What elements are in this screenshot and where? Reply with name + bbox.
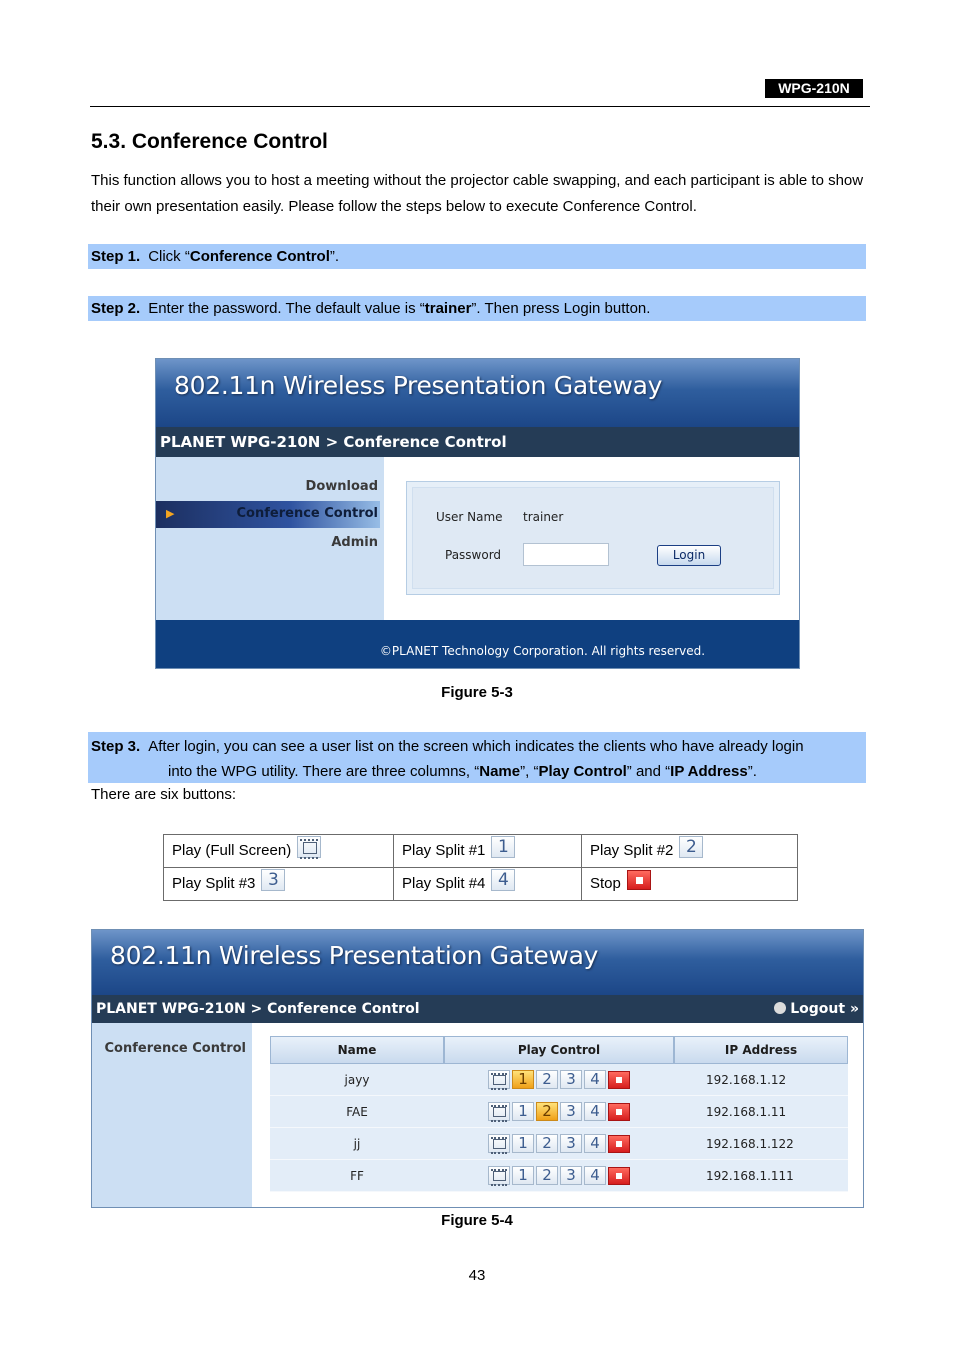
- split-2-icon[interactable]: 2: [536, 1070, 558, 1089]
- button-cell-split-1: [394, 835, 582, 868]
- stop-icon[interactable]: [608, 1103, 630, 1121]
- button-cell-split-4: [394, 868, 582, 901]
- login-panel: [384, 457, 799, 622]
- split-4-icon[interactable]: 4: [584, 1134, 606, 1153]
- step-3-text-d: ”.: [747, 763, 757, 780]
- arrow-right-icon: ▶: [166, 508, 175, 520]
- user-name-cell: jj: [270, 1128, 444, 1160]
- step-2-label: Step 2.: [91, 300, 141, 317]
- play-control-cell: [444, 1128, 674, 1160]
- fullscreen-icon: [297, 836, 321, 858]
- step-3-bold-play-control: Play Control: [538, 763, 627, 780]
- stop-icon[interactable]: [608, 1135, 630, 1153]
- split-3-icon: 3: [261, 869, 285, 891]
- model-tag: WPG-210N: [765, 79, 863, 98]
- user-list-panel: [252, 1023, 863, 1207]
- play-control-cell: [444, 1160, 674, 1192]
- copyright-text: ©PLANET Technology Corporation. All rights reserved.: [379, 644, 706, 658]
- step-2-text-bold: trainer: [424, 300, 472, 317]
- username-label: User Name: [436, 510, 503, 524]
- user-list-body: [270, 1064, 848, 1192]
- fullscreen-icon[interactable]: [488, 1134, 510, 1153]
- breadcrumb: PLANET WPG-210N > Conference Control: [156, 427, 799, 457]
- sidebar-item-admin[interactable]: Admin: [331, 535, 378, 550]
- column-header-ip-address: IP Address: [674, 1036, 848, 1064]
- logout-icon: [774, 1002, 786, 1014]
- stop-icon[interactable]: [608, 1167, 630, 1185]
- sidebar-item-conference-control[interactable]: [156, 501, 380, 528]
- figure-5-4-caption: Figure 5-4: [441, 1212, 513, 1229]
- button-label: Stop: [590, 874, 621, 892]
- fullscreen-icon[interactable]: [488, 1102, 510, 1121]
- button-label: Play Split #2: [590, 841, 674, 859]
- button-label: Play Split #3: [172, 874, 256, 892]
- table-row: [270, 1064, 848, 1096]
- username-value: trainer: [523, 510, 564, 524]
- table-row: [270, 1160, 848, 1192]
- split-1-icon[interactable]: 1: [512, 1102, 534, 1121]
- stop-icon: [627, 870, 651, 890]
- ip-address-cell: 192.168.1.122: [674, 1128, 848, 1160]
- fullscreen-icon[interactable]: [488, 1070, 510, 1089]
- button-label: Play Split #4: [402, 874, 486, 892]
- split-4-icon: 4: [491, 869, 515, 891]
- sidebar: [156, 457, 384, 622]
- step-1-label: Step 1.: [91, 248, 141, 265]
- login-button[interactable]: Login: [657, 545, 721, 566]
- step-3-text-b: ”, “: [520, 763, 539, 780]
- split-1-icon[interactable]: 1: [512, 1166, 534, 1185]
- split-2-icon[interactable]: 2: [536, 1134, 558, 1153]
- split-4-icon[interactable]: 4: [584, 1070, 606, 1089]
- ip-address-cell: 192.168.1.111: [674, 1160, 848, 1192]
- step-3-label: Step 3.: [91, 738, 141, 755]
- step-2-text-pre: Enter the password. The default value is “: [148, 300, 425, 317]
- column-header-play-control: Play Control: [444, 1036, 674, 1064]
- password-label: Password: [445, 548, 502, 562]
- column-header-name: Name: [270, 1036, 444, 1064]
- sidebar-item-download[interactable]: Download: [305, 479, 378, 494]
- split-1-icon: 1: [491, 836, 515, 858]
- sidebar-item-conference-control[interactable]: Conference Control: [104, 1041, 246, 1056]
- button-cell-split-3: [164, 868, 394, 901]
- button-cell-full-screen: [164, 835, 394, 868]
- split-2-icon[interactable]: 2: [536, 1102, 558, 1121]
- play-control-cell: [444, 1064, 674, 1096]
- split-2-icon: 2: [679, 836, 703, 858]
- step-1-text-post: ”.: [329, 248, 340, 265]
- table-row: [270, 1128, 848, 1160]
- step-2-text-post: ”. Then press Login button.: [471, 300, 651, 317]
- user-list-table: [270, 1036, 848, 1192]
- button-label: Play (Full Screen): [172, 841, 292, 859]
- step-3-bold-name: Name: [479, 763, 521, 780]
- step-3-text-line1: After login, you can see a user list on the screen which indicates the clients who have already login: [148, 738, 804, 755]
- step-3-bold-ip-address: IP Address: [670, 763, 748, 780]
- split-4-icon[interactable]: 4: [584, 1166, 606, 1185]
- split-3-icon[interactable]: 3: [560, 1070, 582, 1089]
- figure-5-3-screenshot: [155, 358, 800, 669]
- step-2: [88, 296, 866, 321]
- app-banner: [92, 930, 863, 995]
- password-input[interactable]: [523, 543, 609, 566]
- step-1-text-pre: Click “: [148, 248, 190, 265]
- figure-5-4-screenshot: [91, 929, 864, 1208]
- logout-label: Logout »: [790, 1001, 859, 1017]
- user-name-cell: FAE: [270, 1096, 444, 1128]
- step-1-text-bold: Conference Control: [189, 248, 330, 265]
- app-banner: [156, 359, 799, 427]
- button-cell-split-2: [582, 835, 798, 868]
- user-name-cell: jayy: [270, 1064, 444, 1096]
- split-1-icon[interactable]: 1: [512, 1070, 534, 1089]
- sidebar-item-label: Conference Control: [236, 506, 378, 521]
- figure-5-3-caption: Figure 5-3: [441, 684, 513, 701]
- buttons-table: [163, 834, 798, 901]
- page-number: 43: [468, 1267, 486, 1284]
- step-3-text-a: into the WPG utility. There are three columns, “: [168, 763, 480, 780]
- button-label: Play Split #1: [402, 841, 486, 859]
- banner-title: 802.11n Wireless Presentation Gateway: [110, 941, 599, 970]
- buttons-intro: There are six buttons:: [91, 786, 237, 803]
- login-box: [406, 481, 780, 595]
- ip-address-cell: 192.168.1.11: [674, 1096, 848, 1128]
- section-title: 5.3. Conference Control: [91, 130, 328, 153]
- footer: [156, 620, 799, 668]
- split-3-icon[interactable]: 3: [560, 1134, 582, 1153]
- fullscreen-icon[interactable]: [488, 1166, 510, 1185]
- login-box-inner: [412, 487, 774, 589]
- breadcrumb-bar: [92, 995, 863, 1023]
- stop-icon[interactable]: [608, 1071, 630, 1089]
- split-4-icon[interactable]: 4: [584, 1102, 606, 1121]
- user-name-cell: FF: [270, 1160, 444, 1192]
- split-3-icon[interactable]: 3: [560, 1166, 582, 1185]
- split-1-icon[interactable]: 1: [512, 1134, 534, 1153]
- sidebar: [92, 1023, 252, 1207]
- split-3-icon[interactable]: 3: [560, 1102, 582, 1121]
- step-3-line2: [91, 759, 866, 784]
- ip-address-cell: 192.168.1.12: [674, 1064, 848, 1096]
- button-cell-stop: [582, 868, 798, 901]
- intro-paragraph: This function allows you to host a meeting without the projector cable swapping, and each participant is able to show their own presentation easily. Please follow the steps below to execute Conference Control.: [91, 172, 864, 215]
- header-rule: [90, 106, 870, 107]
- step-3-text-c: ” and “: [626, 763, 671, 780]
- step-3: [88, 732, 866, 783]
- banner-title: 802.11n Wireless Presentation Gateway: [174, 371, 663, 400]
- table-row: [270, 1096, 848, 1128]
- breadcrumb: PLANET WPG-210N > Conference Control: [96, 1001, 420, 1017]
- step-1: [88, 244, 866, 269]
- play-control-cell: [444, 1096, 674, 1128]
- logout-link[interactable]: [774, 995, 859, 1023]
- split-2-icon[interactable]: 2: [536, 1166, 558, 1185]
